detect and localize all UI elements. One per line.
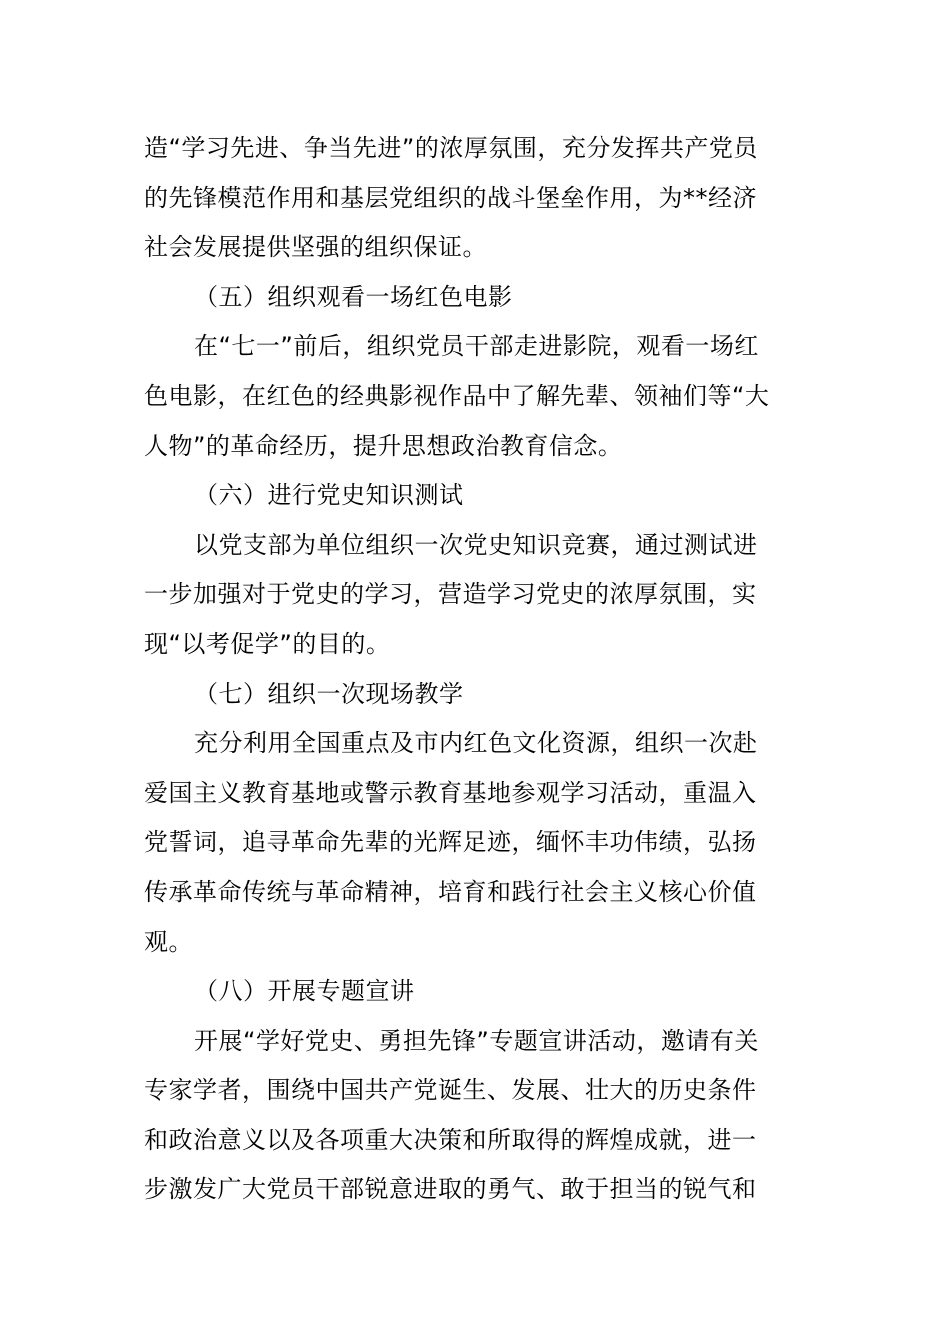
section-heading-8: （八）开展专题宣讲 (194, 977, 415, 1006)
text-line: 社会发展提供坚强的组织保证。 (144, 233, 487, 262)
paragraph-start: 以党支部为单位组织一次党史知识竞赛，通过测试进 (194, 530, 758, 559)
document-body (144, 124, 809, 1215)
paragraph-start: 充分利用全国重点及市内红色文化资源，组织一次赴 (194, 729, 758, 758)
text-line: 色电影，在红色的经典影视作品中了解先辈、领袖们等“大 (144, 381, 770, 410)
text-line: 造“学习先进、争当先进”的浓厚氛围，充分发挥共产党员 (144, 134, 758, 162)
text-line: 人物”的革命经历，提升思想政治教育信念。 (144, 431, 623, 460)
text-line: 的先锋模范作用和基层党组织的战斗堡垒作用，为**经济 (144, 183, 757, 212)
paragraph-start: 在“七一”前后，组织党员干部走进影院，观看一场红 (194, 332, 759, 361)
text-line: 步激发广大党员干部锐意进取的勇气、敢于担当的锐气和 (144, 1175, 757, 1204)
text-line: 一步加强对于党史的学习，营造学习党史的浓厚氛围，实 (144, 580, 757, 609)
section-heading-5: （五）组织观看一场红色电影 (194, 282, 513, 311)
text-line: 观。 (144, 927, 193, 956)
text-line: 传承革命传统与革命精神，培育和践行社会主义核心价值 (144, 877, 757, 906)
text-line: 专家学者，围绕中国共产党诞生、发展、壮大的历史条件 (144, 1076, 757, 1105)
paragraph-start: 开展“学好党史、勇担先锋”专题宣讲活动，邀请有关 (194, 1026, 759, 1055)
text-line: 爱国主义教育基地或警示教育基地参观学习活动，重温入 (144, 778, 757, 807)
section-heading-7: （七）组织一次现场教学 (194, 679, 464, 708)
section-heading-6: （六）进行党史知识测试 (194, 481, 464, 510)
text-line: 和政治意义以及各项重大决策和所取得的辉煌成就，进一 (144, 1125, 757, 1154)
text-line: 现“以考促学”的目的。 (144, 629, 391, 658)
text-line: 党誓词，追寻革命先辈的光辉足迹，缅怀丰功伟绩，弘扬 (144, 828, 757, 857)
